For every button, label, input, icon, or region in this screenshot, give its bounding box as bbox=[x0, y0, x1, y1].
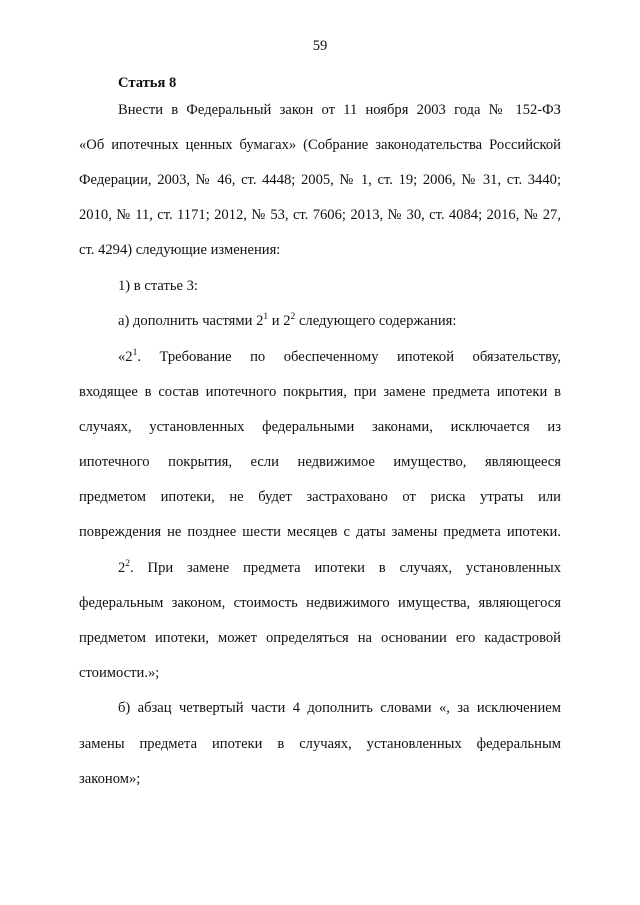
text-line: а) дополнить частями $2^1$ и $2^2$ следующего содержания: bbox=[118, 312, 457, 329]
text-line: случаях, установленных федеральными законами, исключается из bbox=[79, 419, 561, 435]
text-line: стоимости.»; bbox=[79, 665, 160, 681]
text-line: входящее в состав ипотечного покрытия, при замене предмета ипотеки в bbox=[79, 384, 561, 400]
text-line: законом»; bbox=[79, 771, 141, 787]
text-line: «$2^1$. Требование по обеспеченному ипотекой обязательству, bbox=[118, 348, 561, 365]
text-line: б) абзац четвертый части 4 дополнить словами «, за исключением bbox=[118, 700, 561, 716]
text-line: Внести в Федеральный закон от 11 ноября 2003 года № 152-ФЗ bbox=[118, 102, 561, 118]
article-heading: Статья 8 bbox=[118, 75, 177, 91]
text-line: Федерации, 2003, № 46, ст. 4448; 2005, № 1, ст. 19; 2006, № 31, ст. 3440; bbox=[79, 172, 561, 188]
text-line: ст. 4294) следующие изменения: bbox=[79, 242, 281, 258]
text-line: предметом ипотеки, может определяться на основании его кадастровой bbox=[79, 630, 561, 646]
text-line: федеральным законом, стоимость недвижимого имущества, являющегося bbox=[79, 595, 561, 611]
text-line: повреждения не позднее шести месяцев с даты замены предмета ипотеки. bbox=[79, 524, 561, 540]
page-number: 59 bbox=[312, 38, 328, 54]
text-line: замены предмета ипотеки в случаях, установленных федеральным bbox=[79, 736, 561, 752]
text-line: 1) в статье 3: bbox=[118, 278, 198, 294]
text-line: ипотечного покрытия, если недвижимое имущество, являющееся bbox=[79, 454, 561, 470]
text-line: «Об ипотечных ценных бумагах» (Собрание законодательства Российской bbox=[79, 137, 561, 153]
text-line: предметом ипотеки, не будет застраховано от риска утраты или bbox=[79, 489, 561, 505]
text-line: $2^2$. При замене предмета ипотеки в случаях, установленных bbox=[118, 559, 561, 576]
text-line: 2010, № 11, ст. 1171; 2012, № 53, ст. 7606; 2013, № 30, ст. 4084; 2016, № 27, bbox=[79, 207, 561, 223]
